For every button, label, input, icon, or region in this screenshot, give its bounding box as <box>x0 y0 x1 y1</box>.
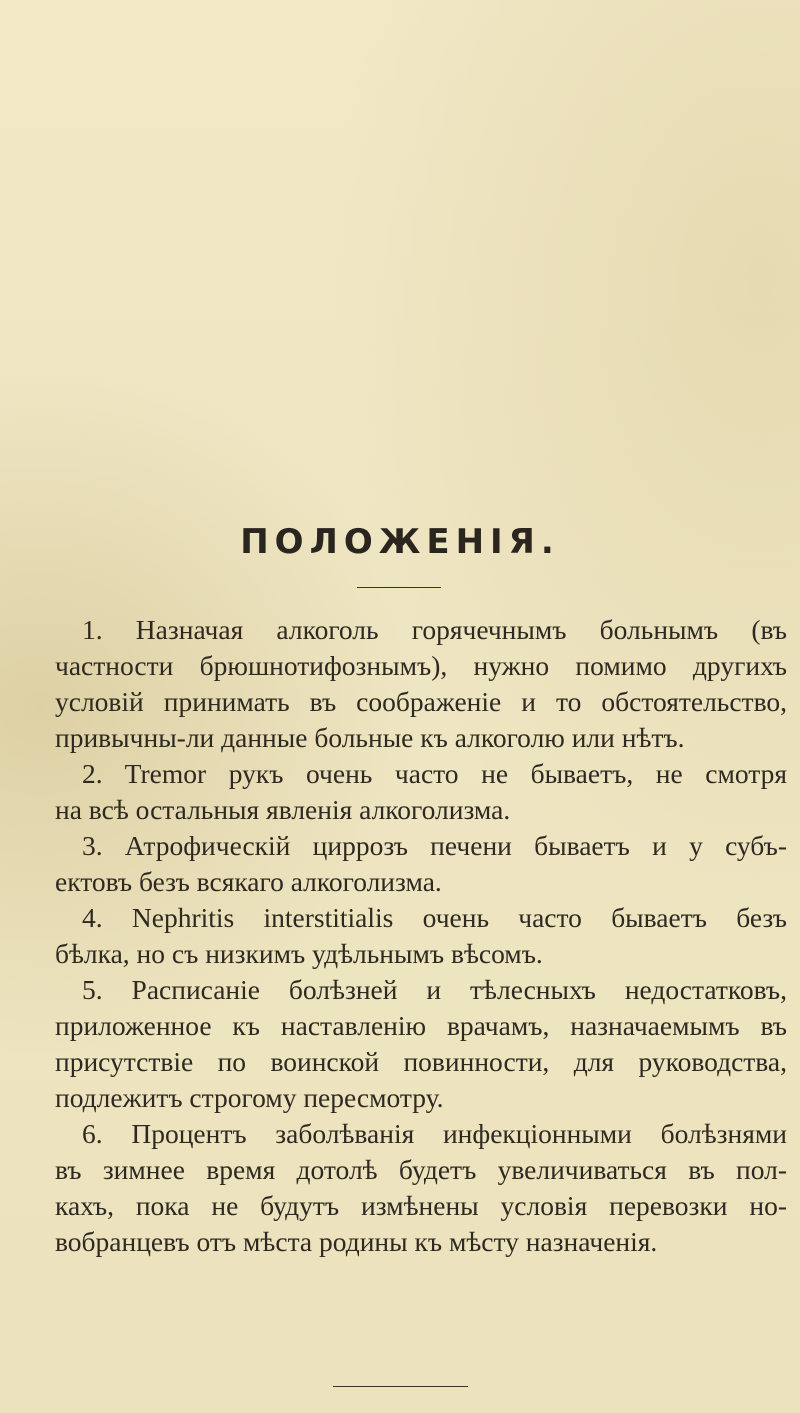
text-line: 1. Назначая алкоголь горячечнымъ больнымъ (въ <box>82 614 787 645</box>
text-line: 4. Nephritis interstitialis очень часто бываетъ безъ <box>82 902 787 933</box>
text-line: подлежитъ строгому пересмотру. <box>55 1082 444 1113</box>
text-line: на всѣ остальныя явленія алкоголизма. <box>55 794 511 825</box>
text-line: приложенное къ наставленію врачамъ, назначаемымъ въ <box>55 1010 787 1041</box>
text-line: вобранцевъ отъ мѣста родины къ мѣсту назначенія. <box>55 1226 658 1257</box>
text-line: условій принимать въ соображеніе и то обстоятельство, <box>55 686 787 717</box>
text-line: частности брюшнотифознымъ), нужно помимо другихъ <box>55 650 787 681</box>
text-line: кахъ, пока не будутъ измѣнены условія перевозки но- <box>55 1190 787 1221</box>
theses-body <box>55 612 787 1260</box>
thesis-2 <box>55 756 787 828</box>
thesis-3 <box>55 828 787 900</box>
text-line: 6. Процентъ заболѣванія инфекціонными болѣзнями <box>82 1118 787 1149</box>
thesis-4 <box>55 900 787 972</box>
closing-rule <box>333 1386 468 1387</box>
text-line: 2. Tremor рукъ очень часто не бываетъ, не смотря <box>82 758 787 789</box>
page-title: ПОЛОЖЕНІЯ. <box>240 522 560 562</box>
text-line: бѣлка, но съ низкимъ удѣльнымъ вѣсомъ. <box>55 938 543 969</box>
text-line: привычны-ли данные больные къ алкоголю или нѣтъ. <box>55 722 685 753</box>
thesis-1 <box>55 612 787 756</box>
text-line: въ зимнее время дотолѣ будетъ увеличиваться въ пол- <box>55 1154 787 1185</box>
text-line: присутствіе по воинской повинности, для руководства, <box>55 1046 787 1077</box>
text-line: ектовъ безъ всякаго алкоголизма. <box>55 866 442 897</box>
text-line: 5. Расписаніе болѣзней и тѣлесныхъ недостатковъ, <box>82 974 787 1005</box>
text-line: 3. Атрофическій циррозъ печени бываетъ и у субъ- <box>82 830 787 861</box>
thesis-5 <box>55 972 787 1116</box>
thesis-6 <box>55 1116 787 1260</box>
title-underline <box>357 587 441 588</box>
